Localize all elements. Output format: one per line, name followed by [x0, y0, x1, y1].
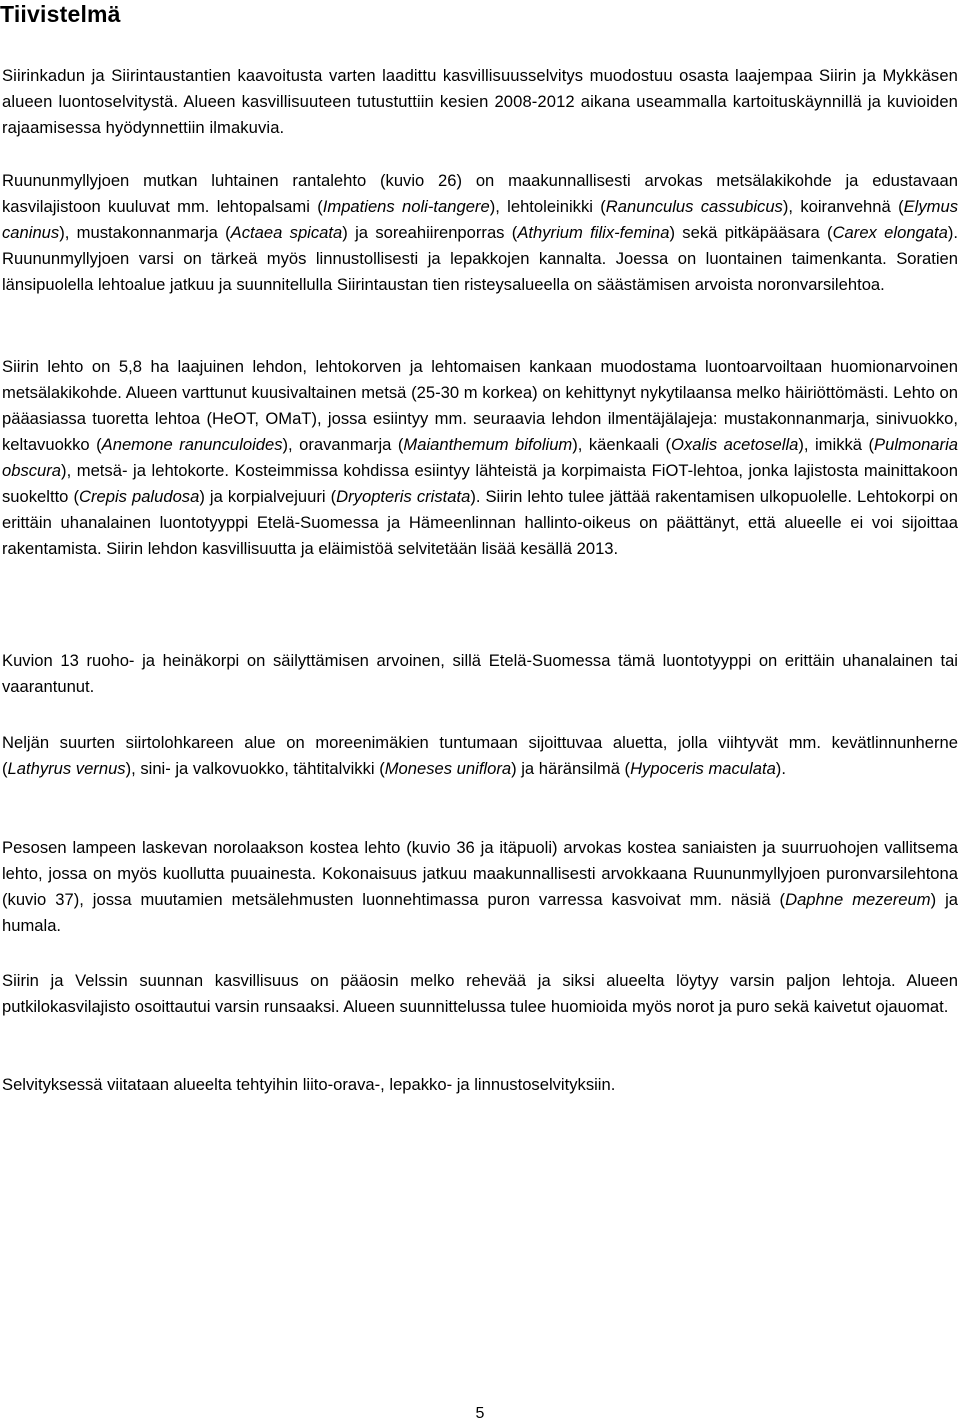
species-name: Pulmonaria obscura: [2, 435, 958, 480]
species-name: Lathyrus vernus: [7, 759, 126, 778]
text-segment: Siirin lehto on 5,8 ha laajuinen lehdon, lehtokorven ja lehtomaisen kankaan muodostama luontoarvoiltaan huomionarvoinen metsälakikohde. Alueen varttunut kuusivaltainen metsä (25-30 m korkea) on kehittynyt nykytilaansa melko häiriöttömästi. Lehto on pääasiassa tuoretta lehtoa (HeOT, OMaT), jossa esiintyy mm. seuraavia lehdon ilmentäjälajeja: mustakonnanmarja, sinivuokko, keltavuokko (: [2, 357, 958, 454]
text-segment: ), koiranvehnä (: [782, 197, 904, 216]
text-segment: ). Ruununmyllyjoen varsi on tärkeä myös linnustollisesti ja lepakkojen kannalta. Joessa on luontainen taimenkanta. Soratien länsipuolella lehtoalue jatkuu ja suunnitellulla Siirintaustan tien risteysalueella on säästämisen arvoista noronvarsilehtoa.: [2, 223, 958, 294]
paragraph-2: [2, 168, 958, 298]
species-name: Daphne mezereum: [785, 890, 931, 909]
species-name: Actaea spicata: [230, 223, 343, 242]
species-name: Athyrium filix-femina: [517, 223, 670, 242]
text-segment: Ruununmyllyjoen mutkan luhtainen rantalehto (kuvio 26) on maakunnallisesti arvokas metsälakikohde ja edustavaan kasvilajistoon kuuluvat mm. lehtopalsami (: [2, 171, 958, 216]
text-segment: ) ja soreahiirenporras (: [342, 223, 518, 242]
species-name: Oxalis acetosella: [671, 435, 799, 454]
paragraph-3: [2, 354, 958, 562]
text-segment: ). Siirin lehto tulee jättää rakentamisen ulkopuolelle. Lehtokorpi on erittäin uhanalainen luontotyyppi Etelä-Suomessa ja Hämeenlinnan hallinto-oikeus on päättänyt, että alueelle ei voi sijoittaa rakentamista. Siirin lehdon kasvillisuutta ja eläimistöä selvitetään lisää kesällä 2013.: [2, 487, 958, 558]
text-segment: Siirinkadun ja Siirintaustantien kaavoitusta varten laadittu kasvillisuusselvitys muodostuu osasta laajempaa Siirin ja Mykkäsen alueen luontoselvitystä. Alueen kasvillisuuteen tutustuttiin kesien 2008-2012 aikana useammalla kartoituskäynnillä ja kuvioiden rajaamisessa hyödynnettiin ilmakuvia.: [2, 66, 958, 137]
species-name: Hypoceris maculata: [630, 759, 776, 778]
paragraph-7: [2, 968, 958, 1020]
text-segment: ) ja häränsilmä (: [511, 759, 631, 778]
species-name: Impatiens noli-tangere: [322, 197, 490, 216]
text-segment: Neljän suurten siirtolohkareen alue on moreenimäkien tuntumaan sijoittuvaa aluetta, jolla viihtyvät mm. kevätlinnunherne (: [2, 733, 958, 778]
text-segment: ) ja korpialvejuuri (: [199, 487, 337, 506]
species-name: Crepis paludosa: [78, 487, 200, 506]
species-name: Carex elongata: [832, 223, 948, 242]
text-segment: ) ja humala.: [2, 890, 959, 935]
text-segment: Siirin ja Velssin suunnan kasvillisuus on pääosin melko rehevää ja siksi alueelta löytyy varsin paljon lehtoja. Alueen putkilokasvilajisto osoittautui varsin runsaaksi. Alueen suunnittelussa tulee huomioida myös norot ja puro sekä kaivetut ojauomat.: [2, 971, 958, 1016]
paragraph-6: [2, 835, 958, 939]
text-segment: Pesosen lampeen laskevan norolaakson kostea lehto (kuvio 36 ja itäpuoli) arvokas kostea saniaisten ja suurruohojen vallitsema lehto, jossa on myös kuollutta puuainesta. Kokonaisuus jatkuu maakunnallisesti arvokkaana Ruununmyllyjoen puronvarsilehtona (kuvio 37), jossa muutamien metsälehmusten luonnehtimassa puron varressa kasvoivat mm. näsiä (: [2, 838, 958, 909]
text-segment: ), mustakonnanmarja (: [59, 223, 231, 242]
text-segment: ), käenkaali (: [572, 435, 672, 454]
species-name: Anemone ranunculoides: [101, 435, 283, 454]
species-name: Dryopteris cristata: [336, 487, 471, 506]
text-segment: Kuvion 13 ruoho- ja heinäkorpi on säilyttämisen arvoinen, sillä Etelä-Suomessa tämä luontotyyppi on erittäin uhanalainen tai vaarantunut.: [2, 651, 958, 696]
text-segment: ), metsä- ja lehtokorte. Kosteimmissa kohdissa esiintyy lähteistä ja korpimaista FiOT-lehtoa, jonka lajistosta mainittakoon suokeltto (: [2, 461, 958, 506]
species-name: Ranunculus cassubicus: [605, 197, 783, 216]
paragraph-4: [2, 648, 958, 700]
page-title: Tiivistelmä: [0, 1, 121, 27]
text-segment: Selvityksessä viitataan alueelta tehtyihin liito-orava-, lepakko- ja linnustoselvityksiin.: [2, 1075, 616, 1094]
text-segment: ), oravanmarja (: [282, 435, 404, 454]
paragraph-5: [2, 730, 958, 782]
text-segment: ), lehtoleinikki (: [489, 197, 606, 216]
text-segment: ), imikkä (: [798, 435, 875, 454]
paragraph-8: [2, 1072, 958, 1098]
species-name: Maianthemum bifolium: [403, 435, 573, 454]
species-name: Moneses uniflora: [384, 759, 512, 778]
text-segment: ), sini- ja valkovuokko, tähtitalvikki (: [125, 759, 385, 778]
page-number: 5: [475, 1405, 485, 1422]
paragraph-1: [2, 63, 958, 141]
text-segment: ).: [775, 759, 786, 778]
text-segment: ) sekä pitkäpääsara (: [669, 223, 833, 242]
species-name: Elymus caninus: [2, 197, 958, 242]
